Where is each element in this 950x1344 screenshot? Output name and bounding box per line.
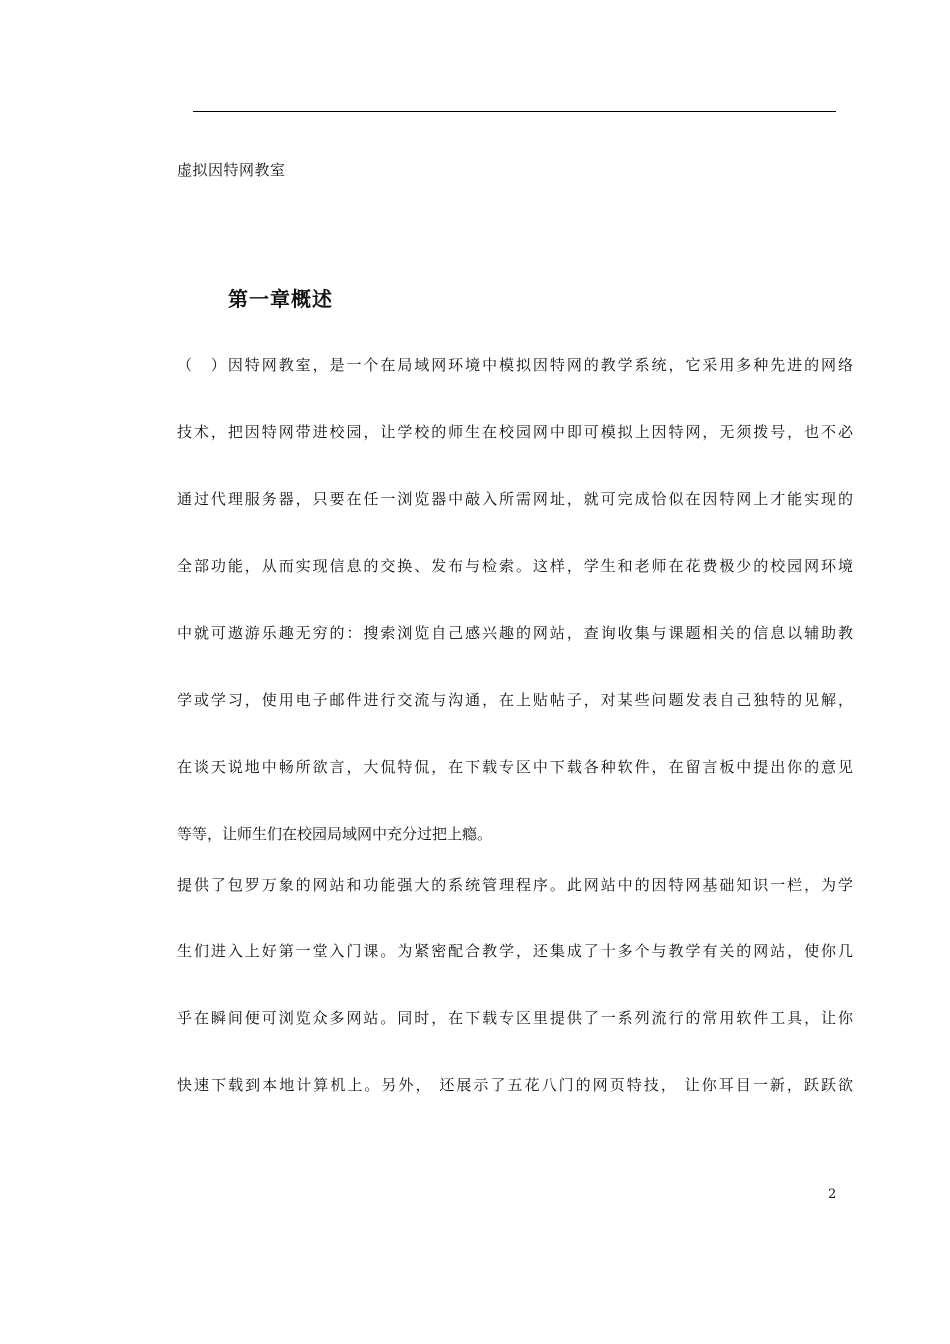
paragraph-line: 通过代理服务器，只要在任一浏览器中敲入所需网址，就可完成恰似在因特网上才能实现的 (177, 490, 853, 508)
chapter-title: 第一章概述 (228, 287, 333, 311)
running-title: 虚拟因特网教室 (177, 161, 286, 179)
header-rule (193, 111, 836, 112)
paragraph-line: 提供了包罗万象的网站和功能强大的系统管理程序。此网站中的因特网基础知识一栏，为学 (177, 876, 853, 894)
paragraph-line: 快速下载到本地计算机上。另外， 还展示了五花八门的网页特技， 让你耳目一新，跃跃欲 (177, 1076, 853, 1094)
paragraph-line: 乎在瞬间便可浏览众多网站。同时，在下载专区里提供了一系列流行的常用软件工具，让你 (177, 1009, 853, 1027)
paragraph-line: 全部功能，从而实现信息的交换、发布与检索。这样，学生和老师在花费极少的校园网环境 (177, 557, 853, 575)
paragraph-line: 生们进入上好第一堂入门课。为紧密配合教学，还集成了十多个与教学有关的网站，使你几 (177, 942, 853, 960)
paragraph-line: 学或学习，使用电子邮件进行交流与沟通，在上贴帖子，对某些问题发表自己独特的见解， (177, 691, 853, 709)
page-number: 2 (828, 1187, 837, 1202)
paragraph-line: 在谈天说地中畅所欲言，大侃特侃，在下载专区中下载各种软件，在留言板中提出你的意见 (177, 758, 853, 776)
paragraph-line: 等等，让师生们在校园局域网中充分过把上瘾。 (177, 825, 493, 843)
paragraph-line: 技术，把因特网带进校园，让学校的师生在校园网中即可模拟上因特网，无须拨号，也不必 (177, 423, 853, 441)
paragraph-line: 中就可遨游乐趣无穷的：搜索浏览自己感兴趣的网站，查询收集与课题相关的信息以辅助教 (177, 624, 853, 642)
paragraph-line: （ ）因特网教室，是一个在局域网环境中模拟因特网的教学系统，它采用多种先进的网络 (177, 356, 853, 374)
